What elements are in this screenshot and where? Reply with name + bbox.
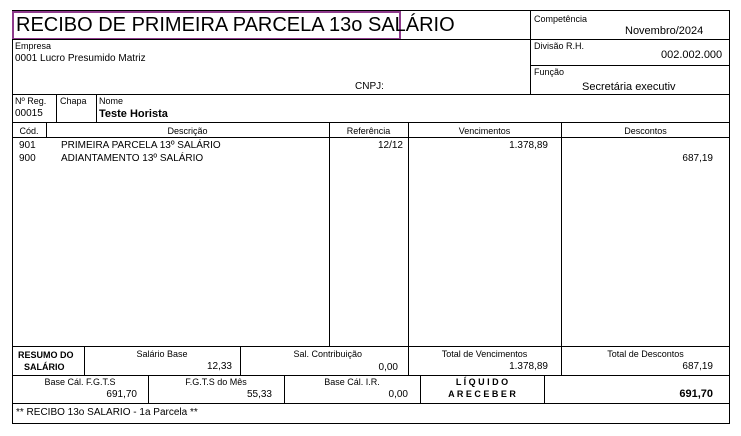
row-referencia: 12/12 (377, 140, 403, 151)
cnpj-label: CNPJ: (355, 81, 384, 92)
col-header-vencimentos: Vencimentos (458, 126, 511, 136)
total-desc-value: 687,19 (682, 361, 713, 372)
base-ir-value: 0,00 (388, 389, 408, 400)
total-venc-value: 1.378,89 (509, 361, 548, 372)
empresa-value: 0001 Lucro Presumido Matriz (15, 53, 146, 64)
divisao-value: 002.002.000 (661, 49, 723, 61)
col-header-descontos: Descontos (624, 126, 667, 136)
liquido-value: 691,70 (679, 388, 713, 400)
rule-summary-bottom (12, 403, 730, 404)
competencia-value: Novembro/2024 (625, 25, 704, 37)
divisao-label: Divisão R.H. (534, 41, 585, 51)
rule-header-3 (12, 94, 730, 95)
nome-value: Teste Horista (99, 108, 168, 120)
col-divider-ref (408, 122, 409, 346)
reg-label: Nº Reg. (15, 96, 47, 106)
total-venc-label: Total de Vencimentos (441, 349, 528, 359)
receipt-title: RECIBO DE PRIMEIRA PARCELA 13o SALÁRIO (16, 14, 455, 36)
reg-value: 00015 (15, 108, 43, 119)
rule-summary-top (12, 346, 730, 347)
rule-employee (12, 122, 730, 123)
row-cod: 900 (19, 153, 36, 164)
row-descricao: ADIANTAMENTO 13º SALÁRIO (61, 153, 204, 164)
total-desc-label: Total de Descontos (607, 349, 684, 359)
col-divider-desc (329, 122, 330, 346)
chapa-label: Chapa (60, 96, 87, 106)
row-cod: 901 (19, 140, 36, 151)
footer-note: ** RECIBO 13o SALARIO - 1a Parcela ** (16, 407, 198, 418)
emp-divider-1 (56, 94, 57, 122)
liquido-label-2: A R E C E B E R (448, 389, 516, 399)
rule-header-1 (12, 39, 730, 40)
base-fgts-value: 691,70 (106, 389, 137, 400)
header-divider (530, 10, 531, 94)
emp-divider-2 (96, 94, 97, 122)
funcao-value: Secretária executiv (582, 81, 676, 93)
resumo-label-2: SALÁRIO (24, 362, 65, 372)
resumo-label-1: RESUMO DO (18, 350, 74, 360)
row-descontos: 687,19 (682, 153, 713, 164)
liquido-label-1: L Í Q U I D O (455, 377, 509, 387)
sal-contribuicao-label: Sal. Contribuição (293, 349, 362, 359)
fgts-mes-label: F.G.T.S do Mês (185, 377, 247, 387)
salario-base-value: 12,33 (206, 361, 232, 372)
col-header-referencia: Referência (346, 126, 391, 136)
col-header-cod: Cód. (19, 126, 39, 136)
col-header-descricao: Descrição (167, 126, 208, 136)
nome-label: Nome (99, 96, 124, 106)
funcao-label: Função (534, 67, 565, 77)
rule-table-header (12, 137, 730, 138)
row-descricao: PRIMEIRA PARCELA 13º SALÁRIO (61, 140, 221, 151)
competencia-label: Competência (534, 14, 588, 24)
rule-summary-mid (12, 375, 730, 376)
row-vencimentos: 1.378,89 (509, 140, 548, 151)
fgts-mes-value: 55,33 (246, 389, 272, 400)
empresa-label: Empresa (15, 41, 52, 51)
rule-header-2 (530, 65, 730, 66)
base-fgts-label: Base Cál. F.G.T.S (44, 377, 116, 387)
base-ir-label: Base Cál. I.R. (324, 377, 380, 387)
salario-base-label: Salário Base (136, 349, 188, 359)
sal-contribuicao-value: 0,00 (378, 362, 398, 373)
